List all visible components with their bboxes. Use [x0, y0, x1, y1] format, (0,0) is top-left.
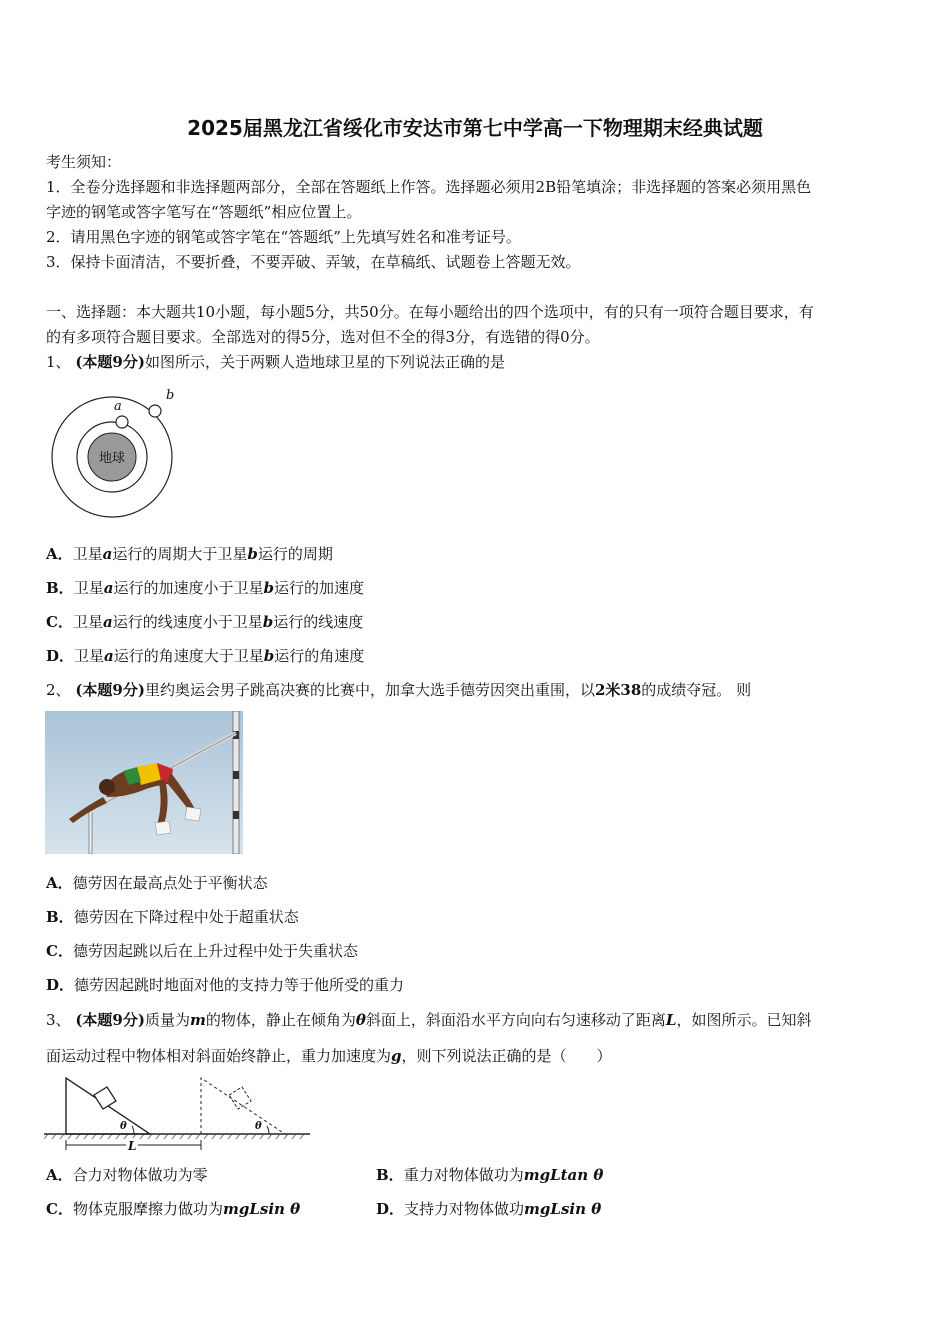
- notice-heading: 考生须知：: [46, 153, 122, 171]
- notice-item-3: 3．保持卡面清洁，不要折叠，不要弄破、弄皱，在草稿纸、试题卷上答题无效。: [46, 253, 581, 271]
- q1-option-a: A．卫星a运行的周期大于卫星b运行的周期: [46, 545, 333, 563]
- question-number: 3、: [46, 1011, 71, 1029]
- question-3-stem-line2: 面运动过程中物体相对斜面始终静止，重力加速度为g，则下列说法正确的是（ ）: [46, 1047, 612, 1065]
- q3-option-a: A．合力对物体做功为零: [46, 1166, 208, 1184]
- notice-item-1-cont: 字迹的钢笔或答字笔写在“答题纸”相应位置上。: [46, 203, 362, 221]
- angle-theta-label: θ: [120, 1121, 127, 1132]
- satellite-b: [149, 405, 161, 417]
- q2-option-a: A．德劳因在最高点处于平衡状态: [46, 874, 268, 892]
- q2-option-b: B．德劳因在下降过程中处于超重状态: [46, 908, 299, 926]
- block-solid: [94, 1087, 116, 1109]
- question-text: 如图所示，关于两颗人造地球卫星的下列说法正确的是: [144, 353, 505, 371]
- section-heading-line1: 一、选择题：本大题共10小题，每小题5分，共50分。在每小题给出的四个选项中，有的只有一项符合题目要求，有: [46, 303, 814, 321]
- q3-option-d: D．支持力对物体做功mgLsin θ: [376, 1200, 602, 1218]
- notice-item-2: 2．请用黑色字迹的钢笔或答字笔在“答题纸”上先填写姓名和准考证号。: [46, 228, 521, 246]
- question-tag: (本题9分): [75, 353, 145, 371]
- satellite-a-label: a: [114, 399, 122, 414]
- q3-option-c: C．物体克服摩擦力做功为mgLsin θ: [46, 1200, 301, 1218]
- satellite-a: [116, 416, 128, 428]
- page-title: 2025届黑龙江省绥化市安达市第七中学高一下物理期末经典试题: [187, 116, 763, 140]
- distance-L-label: L: [128, 1139, 137, 1153]
- high-jump-photo: [45, 711, 243, 854]
- satellite-orbit-diagram: [44, 382, 190, 518]
- q3-option-b: B．重力对物体做功为mgLtan θ: [376, 1166, 604, 1184]
- question-1-stem: [46, 352, 908, 372]
- question-tag: (本题9分): [75, 1011, 145, 1029]
- q2-option-c: C．德劳因起跳以后在上升过程中处于失重状态: [46, 942, 358, 960]
- q1-option-b: B．卫星a运行的加速度小于卫星b运行的加速度: [46, 579, 364, 597]
- notice-item-1: 1．全卷分选择题和非选择题两部分，全部在答题纸上作答。选择题必须用2B铅笔填涂；非选择题的答案必须用黑色: [46, 178, 812, 196]
- incline-diagram: [44, 1074, 314, 1154]
- block-dashed: [229, 1087, 251, 1109]
- question-3-stem-line1: 3、 (本题9分)质量为m的物体，静止在倾角为θ斜面上，斜面沿水平方向向右匀速移动了距离L，如图所示。已知斜: [46, 1011, 812, 1029]
- angle-arc: [132, 1126, 134, 1134]
- question-number: 1、: [46, 353, 71, 371]
- angle-theta-label-2: θ: [255, 1121, 262, 1132]
- earth-label: 地球: [98, 451, 126, 466]
- angle-arc-dashed: [267, 1126, 269, 1134]
- section-heading-line2: 的有多项符合题目要求。全部选对的得5分，选对但不全的得3分，有选错的得0分。: [46, 328, 600, 346]
- question-tag: (本题9分): [75, 681, 145, 699]
- ground-hatching: [44, 1134, 304, 1139]
- question-number: 2、: [46, 681, 71, 699]
- question-2-stem: 2、 (本题9分)里约奥运会男子跳高决赛的比赛中，加拿大选手德劳因突出重围，以2米38的成绩夺冠。 则: [46, 681, 752, 699]
- q1-option-d: D．卫星a运行的角速度大于卫星b运行的角速度: [46, 647, 365, 665]
- q2-option-d: D．德劳因起跳时地面对他的支持力等于他所受的重力: [46, 976, 405, 994]
- q1-option-c: C．卫星a运行的线速度小于卫星b运行的线速度: [46, 613, 364, 631]
- satellite-b-label: b: [166, 388, 175, 403]
